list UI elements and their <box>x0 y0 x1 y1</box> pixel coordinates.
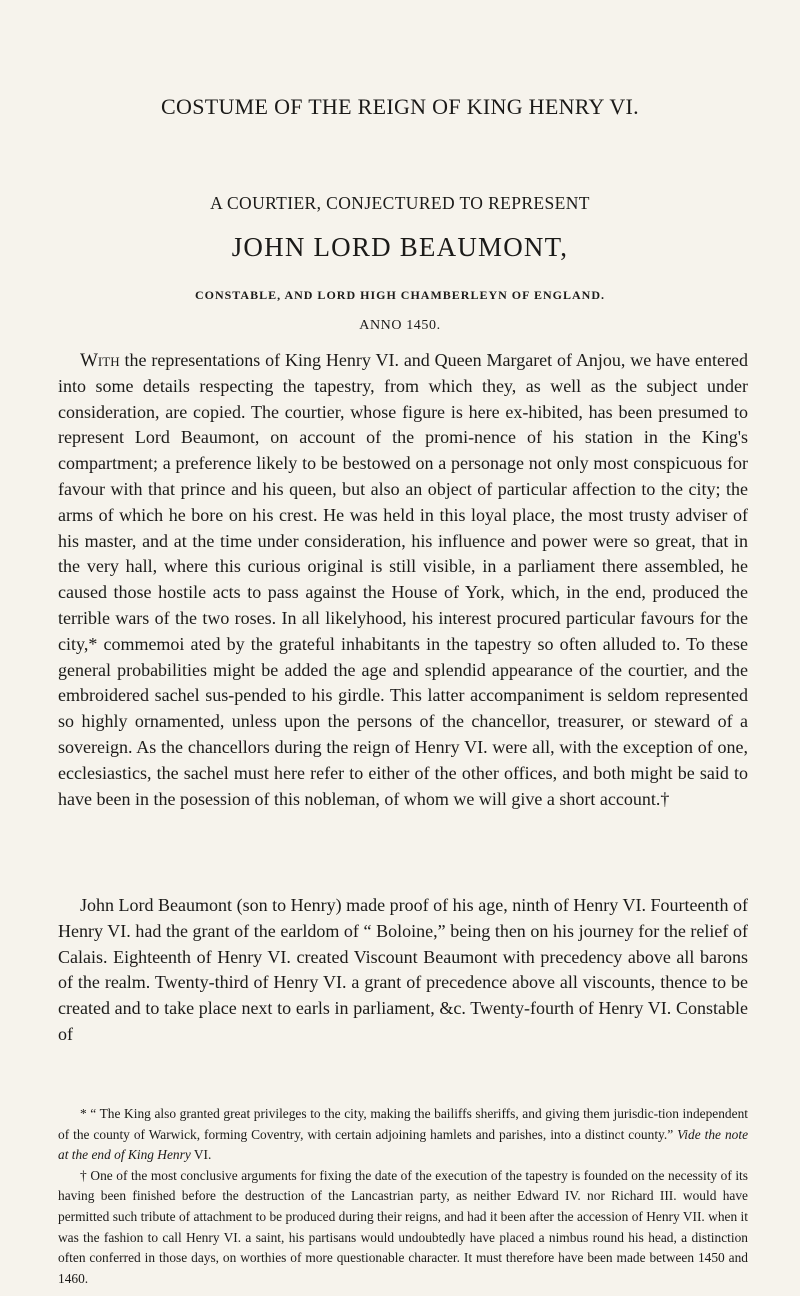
plate-subtitle: A COURTIER, CONJECTURED TO REPRESENT <box>210 193 590 213</box>
running-title: COSTUME OF THE REIGN OF KING HENRY VI. <box>161 94 639 119</box>
paragraph-2: John Lord Beaumont (son to Henry) made proof of his age, ninth of Henry VI. Fourteenth of Henry VI. had the grant of the earldom of “ Boloine,” being then on his journey for the relief of Calais. Eighteenth of Henry VI. created Viscount Beaumont with precedency above all barons of the realm. Twenty-third of Henry VI. a grant of precedence above all viscounts, thence to be created and to take place next to earls in parliament, &c. Twenty-fourth of Henry VI. Constable of <box>58 895 748 1044</box>
plate-date: ANNO 1450. <box>359 318 441 333</box>
plate-name: JOHN LORD BEAUMONT, <box>231 232 569 262</box>
footnote-1 <box>58 1104 748 1166</box>
plate-office: CONSTABLE, AND LORD HIGH CHAMBERLEYN OF ENGLAND. <box>194 288 606 302</box>
footnote-1-tail: VI. <box>190 1147 212 1163</box>
footnote-1-text: * “ The King also granted great privileges to the city, making the bailiffs sheriffs, and giving them jurisdic-tion independent of the county of Warwick, forming Coventry, with certain adjoining hamlets and parishes, into a distinct county.” <box>58 1106 748 1142</box>
footnote-2: † One of the most conclusive arguments for fixing the date of the execution of the tapestry is founded on the necessity of its having been finished before the destruction of the Lancastrian party, as neither Edward IV. nor Richard III. would have permitted such tribute of attachment to be produced during their reigns, and had it been after the accession of Henry VII. when it was the fashion to call Henry VI. a saint, his partisans would undoubtedly have placed a nimbus round his head, a distinction often conferred in those days, on worthies of more questionable character. It must therefore have been made between 1450 and 1460. <box>58 1167 748 1286</box>
paragraph-1-text: the representations of King Henry VI. and Queen Margaret of Anjou, we have entered into some details respecting the tapestry, from which they, as well as the subject under consideration, are copied. The courtier, whose figure is here ex-hibited, has been presumed to represent Lord Beaumont, on account of the promi-nence of his station in the King's compartment; a preference likely to be bestowed on a personage not only most conspicuous for favour with that prince and his queen, but also an object of particular affection to the city; the arms of which he bore on his crest. He was held in this loyal place, the most trusty adviser of his master, and at the time under consideration, his influence and power were so great, that in the very hall, where this curious original is still visible, in a parliament there assembled, he caused those hostile acts to pass against the House of York, which, in the end, produced the terrible wars of the two roses. In all likelyhood, his interest procured particular favours for the city,* commemoi ated by the grateful inhabitants in the tapestry so often alluded to. To these general probabilities might be added the age and splendid appearance of the courtier, and the embroidered sachel sus-pended to his girdle. This latter accompaniment is seldom represented so highly ornamented, unless upon the persons of the chancellor, treasurer, or steward of a sovereign. As the chancellors during the reign of Henry VI. were all, with the exception of one, ecclesiastics, the sachel must here refer to either of the other offices, and both might be said to have been in the posession of this nobleman, of whom we will give a short account.† <box>58 350 748 809</box>
paragraph-1 <box>58 348 748 812</box>
footnote-1-reference: Vide the note at the end of King Henry <box>58 1126 749 1163</box>
footnotes <box>58 1104 748 1289</box>
paragraph-1-first-word: With <box>80 350 120 371</box>
